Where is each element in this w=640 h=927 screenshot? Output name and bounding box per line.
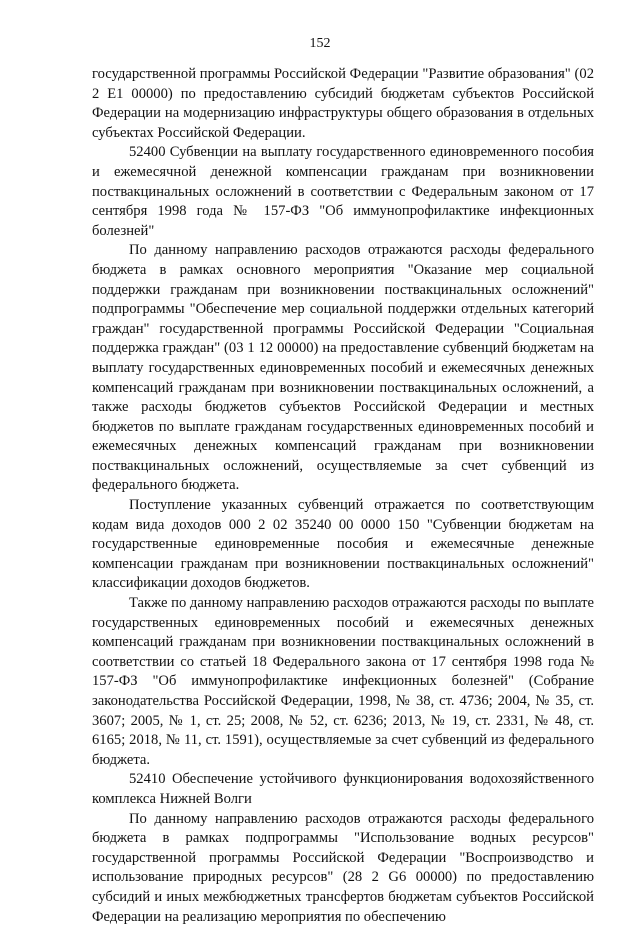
paragraph-52410-description: По данному направлению расходов отражаются расходы федерального бюджета в рамках подпрограммы "Использование водных ресурсов" государственной программы Российской Федерации "Воспроизводство и использование природных ресурсов" (28 2 G6 00000) по предоставлению субсидий и иных межбюджетных трансфертов бюджетам субъектов Российской Федерации на реализацию мероприятия по обеспечению xyxy=(92,810,594,925)
paragraph-revenue-codes: Поступление указанных субвенций отражается по соответствующим кодам вида доходов 000 2 02 35240 00 0000 150 "Субвенции бюджетам на государственные единовременные пособия и ежемесячные денежные компенсации гражданам при возникновении поствакцинальных осложнений" классификации доходов бюджетов. xyxy=(92,497,594,592)
paragraph-additional-expenses: Также по данному направлению расходов отражаются расходы по выплате государственных единовременных пособий и ежемесячных денежных компенсаций гражданам при возникновении поствакцинальных осложнений в соответствии со статьей 18 Федерального закона от 17 сентября 1998 года № 157-ФЗ "Об иммунопрофилактике инфекционных болезней" (Собрание законодательства Российской Федерации, 1998, № 38, ст. 4736; 2004, № 35, ст. 3607; 2005, № 1, ст. 25; 2008, № 52, ст. 6236; 2013, № 19, ст. 2331, № 48, ст. 6165; 2018, № 11, ст. 1591), осуществляемые за счет субвенций из федерального бюджета. xyxy=(92,595,595,768)
page-number: 152 xyxy=(309,36,331,51)
paragraph-52400-description: По данному направлению расходов отражаются расходы федерального бюджета в рамках основного мероприятия "Оказание мер социальной поддержки гражданам при возникновении поствакцинальных осложнений" подпрограммы "Обеспечение мер социальной поддержки отдельных категорий граждан" государственной программы Российской Федерации "Социальная поддержка граждан" (03 1 12 00000) на предоставление субвенций бюджетам на выплату государственных единовременных пособий и ежемесячных денежных компенсаций гражданам при возникновении поствакцинальных осложнений, а также расходы бюджетов субъектов Российской Федерации и местных бюджетов по выплате гражданам государственных единовременных пособий и ежемесячных денежных компенсаций гражданам при возникновении поствакцинальных осложнений, осуществляемые за счет субвенций из федерального бюджета. xyxy=(92,242,594,494)
body-text xyxy=(92,65,594,927)
paragraph-52400-heading: 52400 Субвенции на выплату государственного единовременного пособия и ежемесячной денежной компенсации гражданам при возникновении поствакцинальных осложнений в соответствии с Федеральным законом от 17 сентября 1998 года № 157-ФЗ "Об иммунопрофилактике инфекционных болезней" xyxy=(92,144,594,239)
paragraph-continuation: государственной программы Российской Федерации "Развитие образования" (02 2 E1 00000) по предоставлению субсидий бюджетам субъектов Российской Федерации на модернизацию инфраструктуры общего образования в отдельных субъектах Российской Федерации. xyxy=(92,66,594,141)
paragraph-52410-heading: 52410 Обеспечение устойчивого функционирования водохозяйственного комплекса Нижней Волги xyxy=(92,771,594,807)
